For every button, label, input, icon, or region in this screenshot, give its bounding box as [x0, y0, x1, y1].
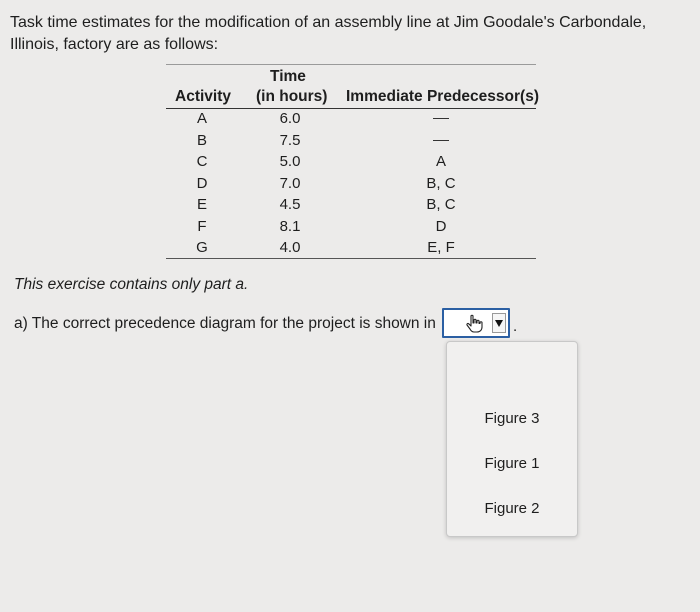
hand-pointer-icon	[464, 314, 486, 334]
cell-activity: A	[196, 110, 207, 127]
cell-activity: F	[197, 218, 207, 235]
cell-activity: E	[196, 196, 207, 213]
problem-intro: Task time estimates for the modification of an assembly line at Jim Goodale's Carbondale, Illinois, factory are as follows:	[10, 14, 647, 53]
cell-activity: B	[196, 132, 207, 149]
cell-predecessor	[405, 110, 477, 128]
dash-line	[433, 118, 449, 119]
header-predecessor: Immediate Predecessor(s)	[346, 88, 539, 105]
table-top-rule	[166, 64, 536, 65]
cell-time: 7.5	[279, 132, 301, 149]
dash-line	[433, 140, 449, 141]
cell-time: 5.0	[279, 153, 301, 170]
cell-predecessor	[405, 132, 477, 150]
question-period: .	[513, 318, 518, 335]
cell-predecessor: E, F	[427, 239, 455, 256]
cell-predecessor: A	[435, 153, 446, 170]
cell-activity: G	[196, 239, 208, 256]
cell-activity: C	[196, 153, 208, 170]
table-bottom-rule	[166, 258, 536, 259]
figure-options-list	[446, 341, 578, 537]
header-time: Time	[270, 68, 306, 85]
question-text: a) The correct precedence diagram for the project is shown in	[14, 315, 436, 332]
cell-predecessor: B, C	[426, 196, 456, 213]
cell-time: 8.1	[279, 218, 301, 235]
figure-select[interactable]	[442, 308, 510, 338]
cell-time: 4.5	[279, 196, 301, 213]
table-header-rule	[166, 108, 536, 109]
option-figure-3[interactable]: Figure 3	[484, 410, 540, 427]
cell-predecessor: B, C	[426, 175, 456, 192]
dropdown-arrow-icon[interactable]	[492, 313, 506, 333]
cell-predecessor: D	[435, 218, 447, 235]
header-time-unit: (in hours)	[256, 88, 328, 105]
option-figure-2[interactable]: Figure 2	[484, 500, 540, 517]
cell-time: 6.0	[279, 110, 301, 127]
cell-time: 7.0	[279, 175, 301, 192]
cell-activity: D	[196, 175, 208, 192]
header-activity: Activity	[175, 88, 231, 105]
cell-time: 4.0	[279, 239, 301, 256]
option-figure-1[interactable]: Figure 1	[484, 455, 540, 472]
exercise-note: This exercise contains only part a.	[14, 276, 249, 293]
